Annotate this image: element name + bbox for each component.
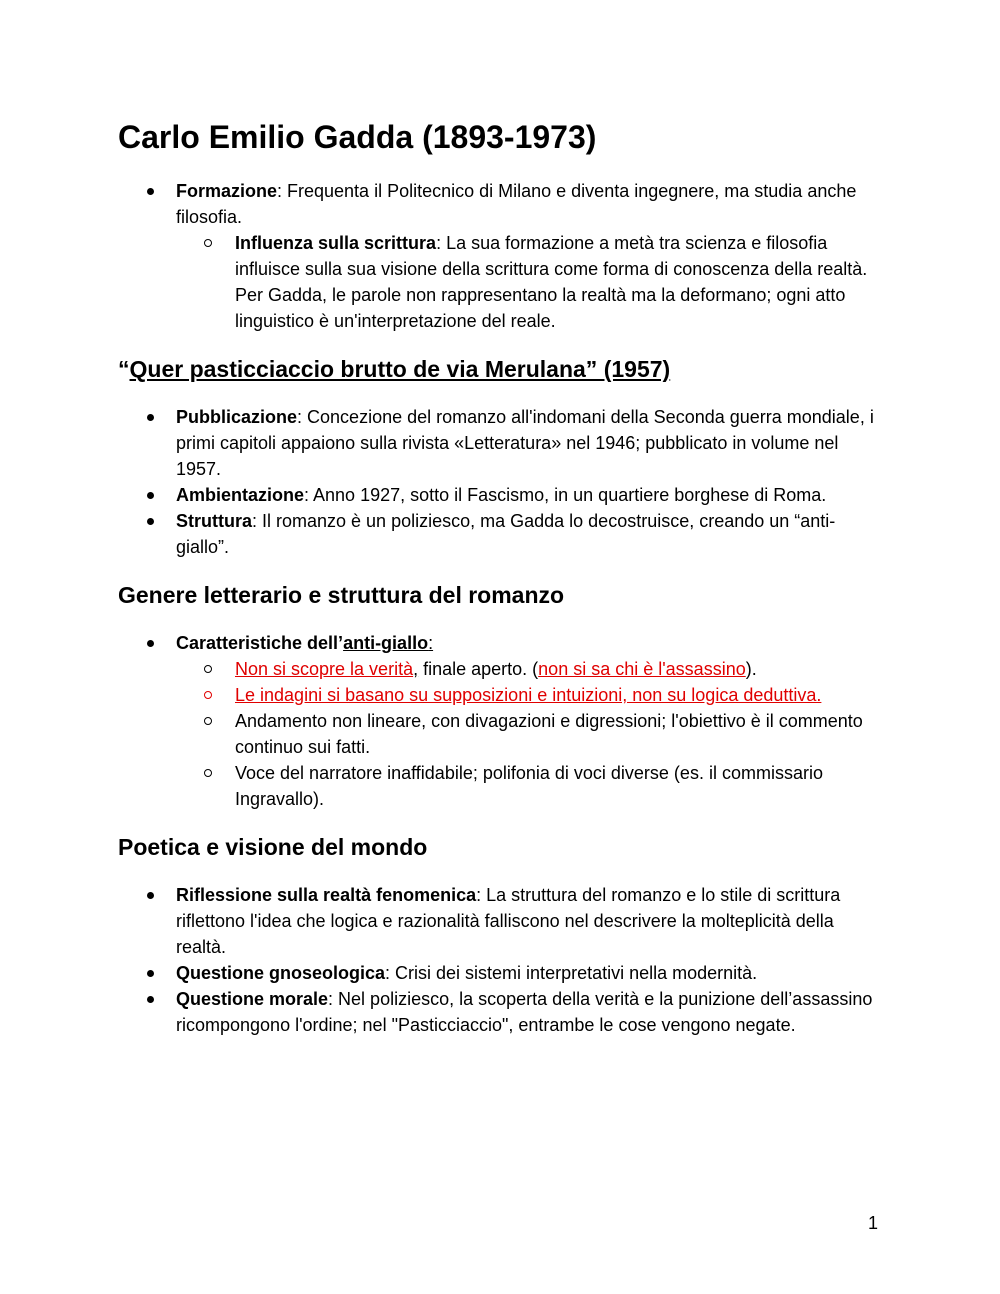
hollow-bullet-icon bbox=[204, 691, 212, 699]
sub-text: Voce del narratore inaffidabile; polifonia di voci diverse (es. il commissario Ingravallo). bbox=[235, 763, 823, 809]
item-text: : Crisi dei sistemi interpretativi nella modernità. bbox=[385, 963, 758, 983]
bullet-icon bbox=[147, 970, 154, 977]
list-item-riflessione bbox=[118, 882, 888, 960]
item-text: : Frequenta il Politecnico di Milano e diventa ingegnere, ma studia anche filosofia. bbox=[176, 181, 857, 227]
bullet-icon bbox=[147, 188, 154, 195]
list-item-pubblicazione bbox=[118, 404, 888, 482]
item-label: Ambientazione bbox=[176, 485, 305, 505]
list-item-gnoseologica bbox=[118, 960, 888, 986]
sub-item-andamento bbox=[176, 708, 888, 760]
sub-item-indagini bbox=[176, 682, 888, 708]
item-label: Struttura bbox=[176, 511, 252, 531]
item-label: Influenza sulla scrittura bbox=[235, 233, 437, 253]
item-colon: : bbox=[428, 633, 434, 653]
intro-list bbox=[118, 178, 888, 334]
genere-list bbox=[118, 630, 888, 812]
item-label: Formazione bbox=[176, 181, 278, 201]
highlight-text: Le indagini si basano su supposizioni e intuizioni, non su logica deduttiva. bbox=[235, 685, 822, 705]
bullet-icon bbox=[147, 414, 154, 421]
item-label: Questione morale bbox=[176, 989, 329, 1009]
list-item-influenza bbox=[176, 230, 888, 334]
highlight-text: Non si scopre la verità bbox=[235, 659, 414, 679]
list-item-ambientazione bbox=[118, 482, 888, 508]
list-item-struttura bbox=[118, 508, 888, 560]
item-label-link: anti-giallo bbox=[343, 633, 429, 653]
document-title: Carlo Emilio Gadda (1893-1973) bbox=[118, 119, 597, 155]
bullet-icon bbox=[147, 892, 154, 899]
item-text: : Concezione del romanzo all'indomani della Seconda guerra mondiale, i primi capitoli appaiono sulla rivista «Letteratura» nel 1946; pubblicato in volume nel 1957. bbox=[176, 407, 874, 479]
heading-quote: “ bbox=[118, 356, 130, 382]
item-label: Riflessione sulla realtà fenomenica bbox=[176, 885, 477, 905]
item-text: : La sua formazione a metà tra scienza e filosofia influisce sulla sua visione della scrittura come forma di conoscenza della realtà. Per Gadda, le parole non rappresentano la realtà ma la deformano; ogni atto linguistico è un'interpretazione del reale. bbox=[235, 233, 868, 331]
item-text: : Il romanzo è un poliziesco, ma Gadda lo decostruisce, creando un “anti-giallo”. bbox=[176, 511, 836, 557]
sub-text-end: ). bbox=[745, 659, 757, 679]
highlight-text-2: non si sa chi è l'assassino bbox=[538, 659, 746, 679]
sub-item-verita bbox=[176, 656, 888, 682]
list-item-morale bbox=[118, 986, 888, 1038]
item-text: : La struttura del romanzo e lo stile di scrittura riflettono l'idea che logica e razionalità falliscono nel descrivere la molteplicità della realtà. bbox=[176, 885, 841, 957]
hollow-bullet-icon bbox=[204, 239, 212, 247]
document-content bbox=[118, 116, 888, 1038]
bullet-icon bbox=[147, 640, 154, 647]
item-text: : Anno 1927, sotto il Fascismo, in un quartiere borghese di Roma. bbox=[304, 485, 827, 505]
list-item-caratteristiche bbox=[118, 630, 888, 812]
hollow-bullet-icon bbox=[204, 665, 212, 673]
heading-text: Quer pasticciaccio brutto de via Merulana” (1957) bbox=[129, 356, 671, 382]
section-heading-poetica: Poetica e visione del mondo bbox=[118, 834, 428, 860]
bullet-icon bbox=[147, 492, 154, 499]
sub-text: Andamento non lineare, con divagazioni e digressioni; l'obiettivo è il commento continuo sui fatti. bbox=[235, 711, 863, 757]
pasticciaccio-list bbox=[118, 404, 888, 560]
sub-item-voce bbox=[176, 760, 888, 812]
comma-text: , bbox=[413, 659, 419, 679]
sub-text: finale aperto. ( bbox=[418, 659, 539, 679]
item-label: Caratteristiche dell’ bbox=[176, 633, 344, 653]
hollow-bullet-icon bbox=[204, 717, 212, 725]
item-text: : Nel poliziesco, la scoperta della verità e la punizione dell’assassino ricompongono l'ordine; nel "Pasticciaccio", entrambe le cose vengono negate. bbox=[176, 989, 873, 1035]
item-label: Pubblicazione bbox=[176, 407, 298, 427]
bullet-icon bbox=[147, 996, 154, 1003]
list-item-formazione bbox=[118, 178, 888, 334]
item-label: Questione gnoseologica bbox=[176, 963, 386, 983]
section-heading-genere: Genere letterario e struttura del romanzo bbox=[118, 582, 565, 608]
hollow-bullet-icon bbox=[204, 769, 212, 777]
sub-list bbox=[176, 656, 888, 812]
bullet-icon bbox=[147, 518, 154, 525]
page-number: 1 bbox=[868, 1213, 879, 1233]
sub-list bbox=[176, 230, 888, 334]
section-heading-pasticciaccio bbox=[118, 354, 888, 384]
poetica-list bbox=[118, 882, 888, 1038]
